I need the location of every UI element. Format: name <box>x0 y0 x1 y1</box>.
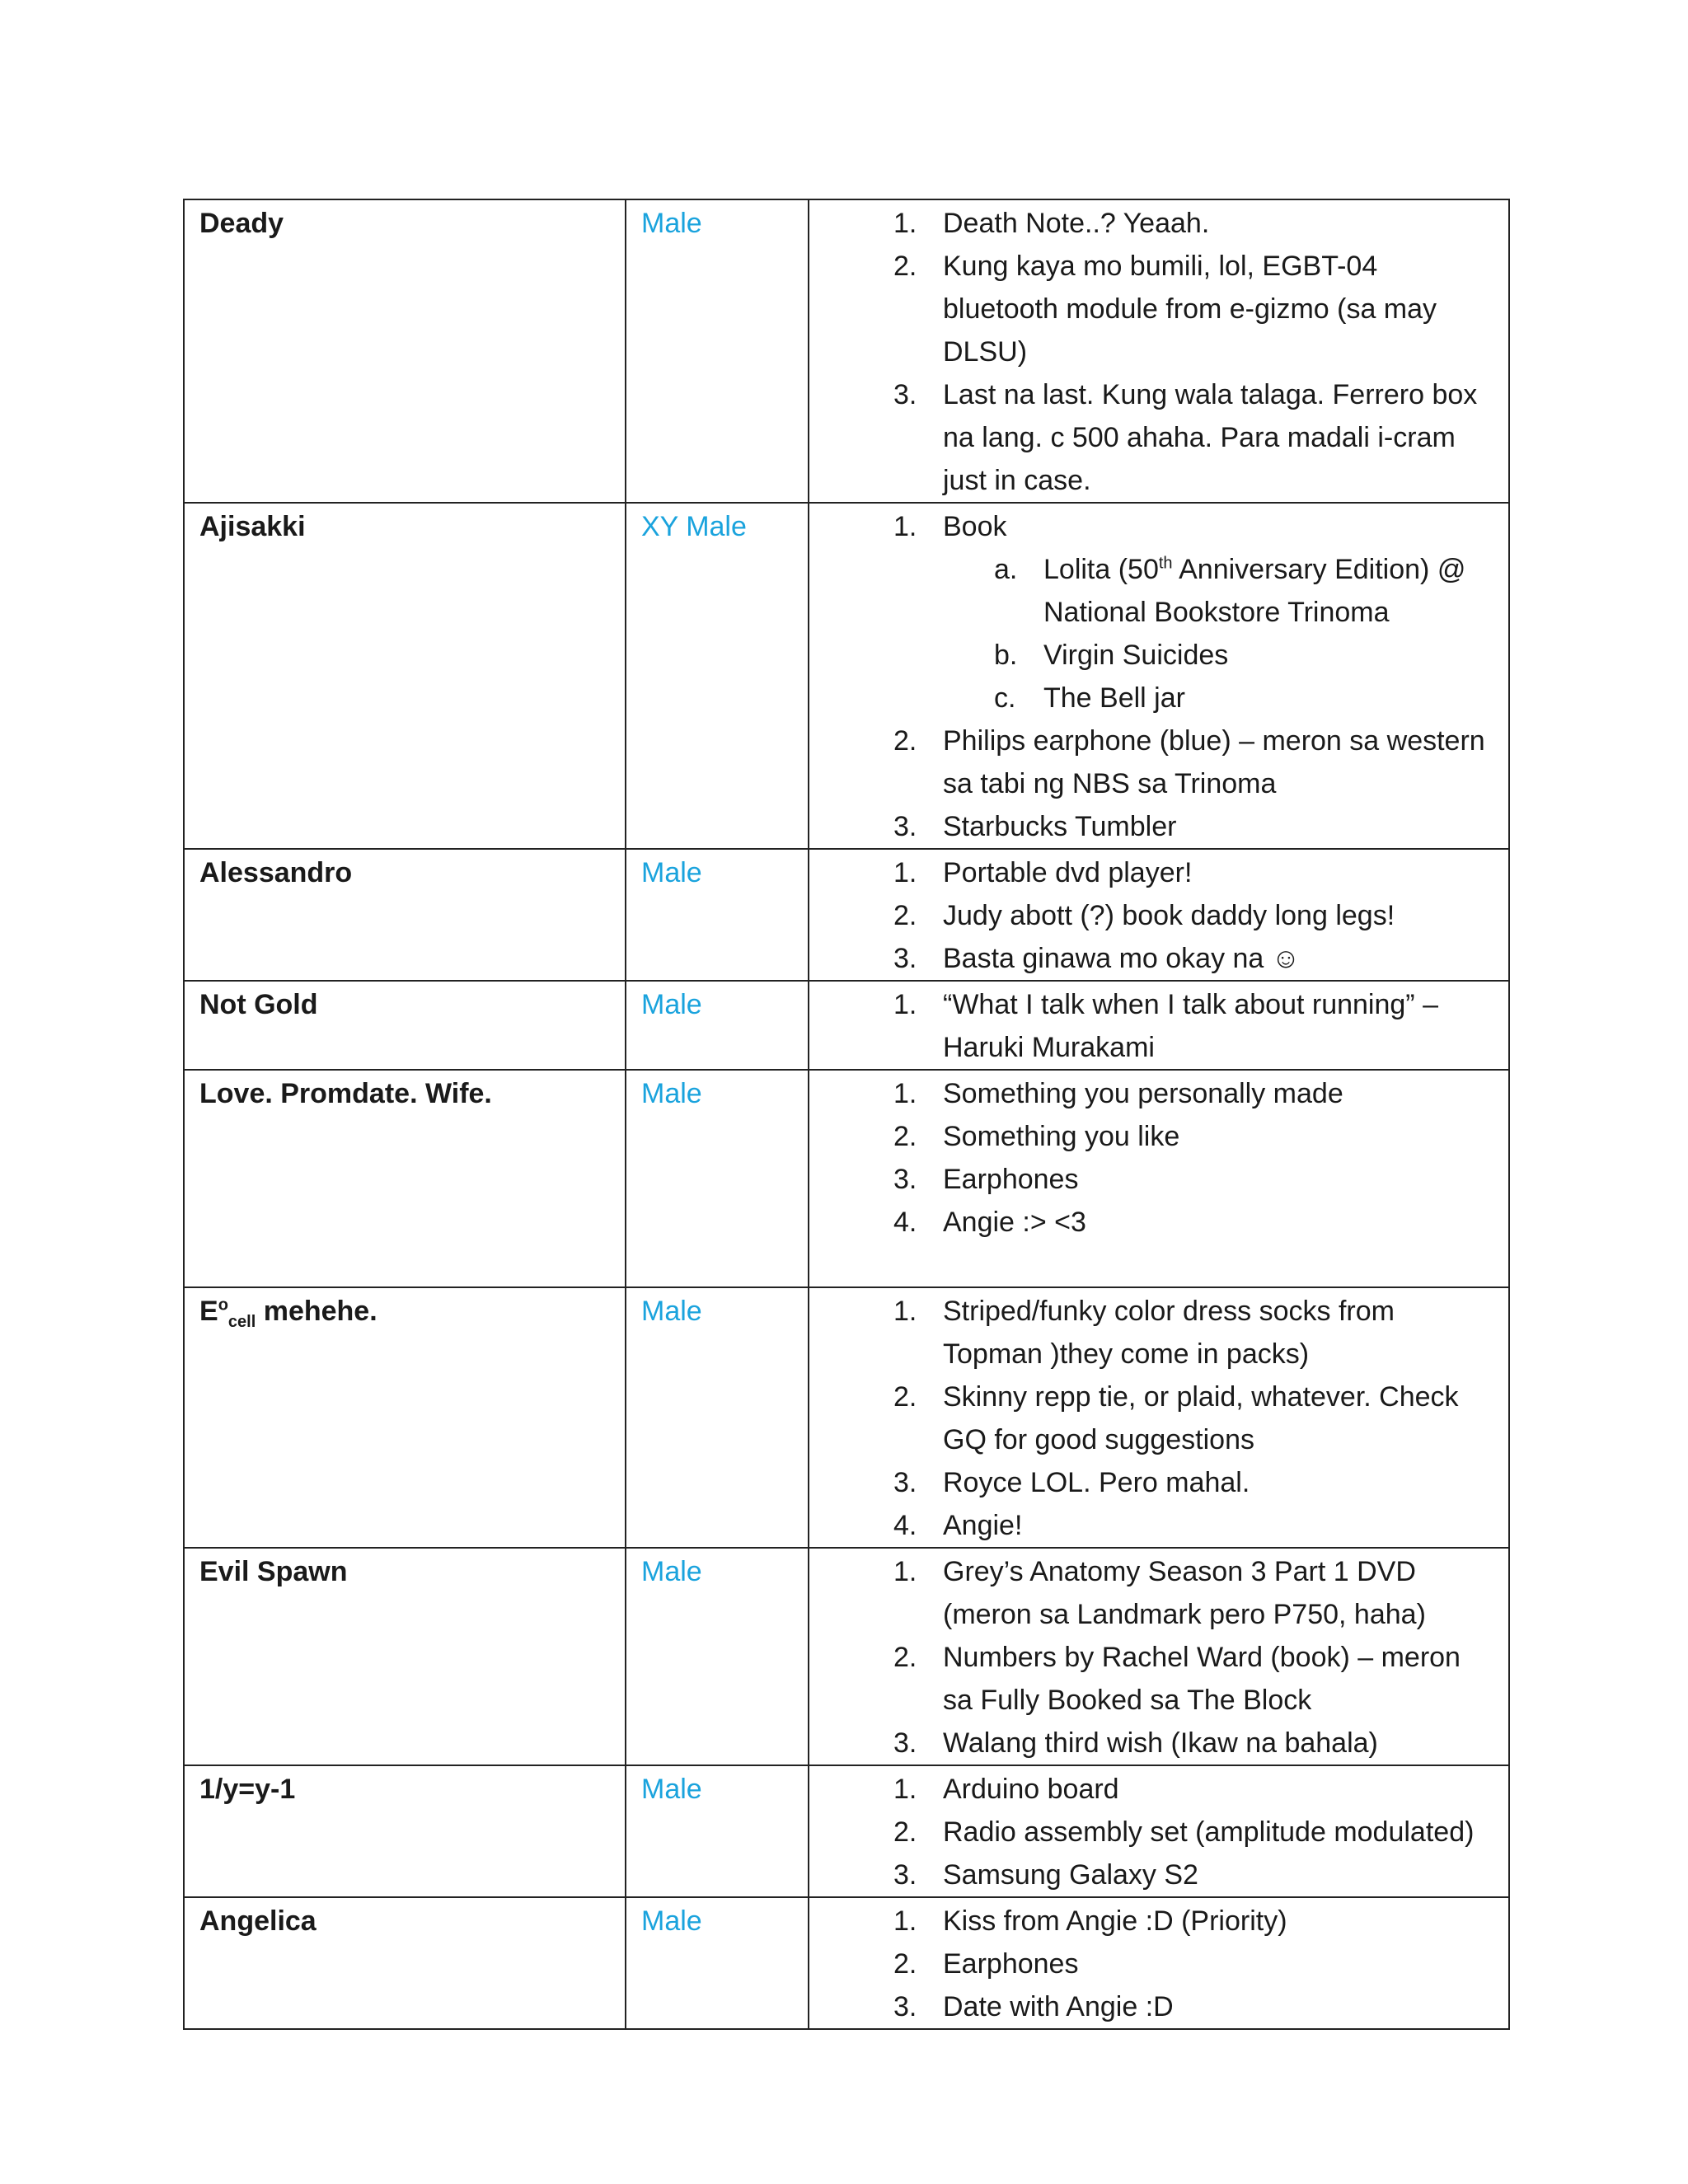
wish-list-cell <box>809 849 1509 981</box>
gender-cell: Male <box>626 1287 809 1548</box>
table-row <box>184 1765 1509 1897</box>
list-item: 3. Samsung Galaxy S2 <box>893 1859 1198 1891</box>
table-row <box>184 981 1509 1070</box>
wish-list-cell <box>809 503 1509 849</box>
list-item: 2. Something you like <box>893 1121 1180 1152</box>
wish-list-cell <box>809 1765 1509 1897</box>
list-item: 4. Angie :> <3 <box>893 1207 1086 1238</box>
list-item: 2. Numbers by Rachel Ward (book) – meron sa Fully Booked sa The Block <box>893 1642 1461 1716</box>
table-row <box>184 199 1509 503</box>
wishlist-table <box>183 199 1510 2030</box>
person-name: Ajisakki <box>184 503 626 849</box>
table-row <box>184 503 1509 849</box>
wish-list-cell <box>809 1548 1509 1765</box>
table-row <box>184 1897 1509 2029</box>
gender-cell: Male <box>626 1548 809 1765</box>
table-row <box>184 1070 1509 1287</box>
person-name: Alessandro <box>184 849 626 981</box>
table-row <box>184 1287 1509 1548</box>
list-item: 2. Philips earphone (blue) – meron sa western sa tabi ng NBS sa Trinoma <box>893 725 1485 799</box>
list-item: 4. Angie! <box>893 1510 1023 1541</box>
empty-line <box>809 1244 1508 1286</box>
gender-cell: XY Male <box>626 503 809 849</box>
gender-cell: Male <box>626 199 809 503</box>
list-item: 1. Grey’s Anatomy Season 3 Part 1 DVD (meron sa Landmark pero P750, haha) <box>893 1556 1426 1630</box>
person-name: Evil Spawn <box>184 1548 626 1765</box>
list-item: 2. Skinny repp tie, or plaid, whatever. Check GQ for good suggestions <box>893 1381 1459 1455</box>
gender-cell: Male <box>626 1897 809 2029</box>
list-item: 2. Judy abott (?) book daddy long legs! <box>893 900 1395 931</box>
list-item: 3. Walang third wish (Ikaw na bahala) <box>893 1727 1378 1759</box>
list-item: 3. Earphones <box>893 1164 1079 1195</box>
list-item: 3. Royce LOL. Pero mahal. <box>893 1467 1250 1498</box>
person-name: $E^o_{cell}$ mehehe. <box>184 1287 626 1548</box>
table-row <box>184 1548 1509 1765</box>
list-item: 3. Last na last. Kung wala talaga. Ferrero box na lang. c 500 ahaha. Para madali i-cram just in case. <box>893 379 1478 496</box>
sub-list-item: c. The Bell jar <box>994 682 1185 714</box>
gender-cell: Male <box>626 1765 809 1897</box>
sub-list-item: a. Lolita (50th Anniversary Edition) @ National Bookstore Trinoma <box>994 554 1466 628</box>
list-item: 2. Earphones <box>893 1948 1079 1980</box>
list-item: 2. Radio assembly set (amplitude modulated) <box>893 1816 1475 1848</box>
table-row <box>184 849 1509 981</box>
list-item: 1. “What I talk when I talk about running” – Haruki Murakami <box>893 989 1438 1063</box>
list-item: 3. Basta ginawa mo okay na ☺ <box>893 943 1301 974</box>
list-item: 3. Date with Angie :D <box>893 1991 1174 2022</box>
wish-list-cell <box>809 1897 1509 2029</box>
person-name: Angelica <box>184 1897 626 2029</box>
list-item: 1. Arduino board <box>893 1774 1119 1805</box>
wish-list-cell <box>809 1070 1509 1287</box>
list-item: 3. Starbucks Tumbler <box>893 811 1177 842</box>
list-item: 1. Striped/funky color dress socks from Topman )they come in packs) <box>893 1296 1395 1370</box>
list-item: 1. Portable dvd player! <box>893 857 1193 888</box>
person-name: 1/y=y-1 <box>184 1765 626 1897</box>
wish-list-cell <box>809 981 1509 1070</box>
list-item: 1. Kiss from Angie :D (Priority) <box>893 1905 1287 1937</box>
person-name: Not Gold <box>184 981 626 1070</box>
gender-cell: Male <box>626 849 809 981</box>
wish-list-cell <box>809 199 1509 503</box>
person-name: Deady <box>184 199 626 503</box>
list-item: 2. Kung kaya mo bumili, lol, EGBT-04 bluetooth module from e-gizmo (sa may DLSU) <box>893 251 1437 368</box>
sub-list-item: b. Virgin Suicides <box>994 640 1229 671</box>
gender-cell: Male <box>626 1070 809 1287</box>
wish-list-cell <box>809 1287 1509 1548</box>
gender-cell: Male <box>626 981 809 1070</box>
list-item: 1. Something you personally made <box>893 1078 1343 1109</box>
list-item: 1. Book <box>893 511 1007 542</box>
list-item: 1. Death Note..? Yeaah. <box>893 208 1210 239</box>
person-name: Love. Promdate. Wife. <box>184 1070 626 1287</box>
